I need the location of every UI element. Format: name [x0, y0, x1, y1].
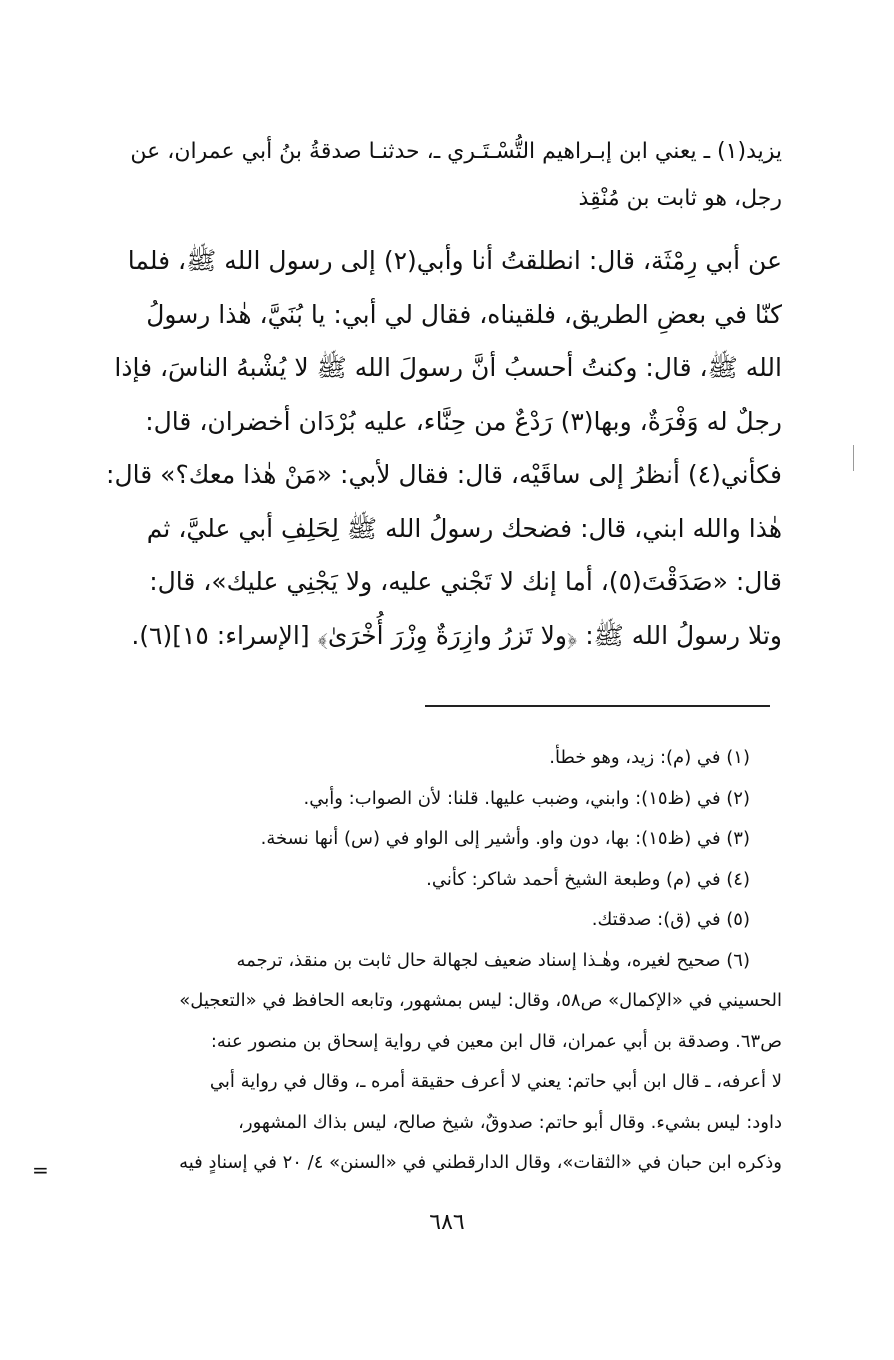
text-line: يزيد(١) ـ يعني ابن إبـراهيم التُّسْـتَـري ـ، حدثنـا صدقةُ بنُ أبي عمران، عن [130, 139, 782, 164]
footnote-3: (٣) في (ظ١٥): بها، دون واو. وأشير إلى الواو في (س) أنها نسخة. [260, 828, 750, 849]
text-line: عن أبي رِمْثَة، قال: انطلقتُ أنا وأبي(٢) إلى رسول الله ﷺ، فلما [127, 246, 782, 275]
footnotes-section [70, 738, 782, 1184]
footnote-6-line: وذكره ابن حبان في «الثقات»، وقال الدارقطني في «السنن» ٤/ ٢٠ في إسنادٍ فيه [179, 1152, 782, 1173]
text-line: رجل، هو ثابت بن مُنْقِذ [578, 186, 782, 211]
text-line: الله ﷺ، قال: وكنتُ أحسبُ أنَّ رسولَ الله ﷺ لا يُشْبهُ الناسَ، فإذا [114, 353, 782, 382]
text-line: قال: «صَدَقْتَ(٥)، أما إنك لا تَجْني عليه، ولا يَجْنِي عليك»، قال: [149, 567, 782, 596]
text-line: وتلا رسولُ الله ﷺ: ﴿ولا تَزرُ وازِرَةٌ وِزْرَ أُخْرَىٰ﴾ [الإسراء: ١٥](٦). [131, 620, 782, 650]
footnote-6: (٦) صحيح لغيره، وهٰـذا إسناد ضعيف لجهالة حال ثابت بن منقذ، ترجمه [236, 949, 750, 971]
margin-mark [853, 445, 854, 471]
continuation-mark: = [32, 1158, 49, 1182]
page-number: ٦٨٦ [429, 1210, 465, 1235]
footnote-5: (٥) في (ق): صدقتك. [591, 909, 750, 930]
footnote-6-line: لا أعرفه، ـ قال ابن أبي حاتم: يعني لا أعرف حقيقة أمره ـ، وقال في رواية أبي [209, 1071, 782, 1092]
footnote-4: (٤) في (م) وطبعة الشيخ أحمد شاكر: كأني. [426, 868, 750, 890]
text-line: رجلٌ له وَفْرَةٌ، وبها(٣) رَدْعٌ من حِنَّاء، عليه بُرْدَان أخضران، قال: [145, 406, 782, 436]
hadith-paragraph [70, 234, 782, 662]
footnote-6-line: ص٦٣. وصدقة بن أبي عمران، قال ابن معين في رواية إسحاق بن منصور عنه: [210, 1030, 782, 1052]
footnote-2: (٢) في (ظ١٥): وابني، وضبب عليها. قلنا: لأن الصواب: وأبي. [303, 787, 750, 809]
footnote-1: (١) في (م): زيد، وهو خطأ. [549, 747, 750, 768]
footnote-6-line: داود: ليس بشيء. وقال أبو حاتم: صدوقٌ، شيخ صالح، ليس بذاك المشهور، [238, 1111, 782, 1133]
footnote-6-line: الحسيني في «الإكمال» ص٥٨، وقال: ليس بمشهور، وتابعه الحافظ في «التعجيل» [179, 990, 782, 1011]
text-line: هٰذا والله ابني، قال: فضحك رسولُ الله ﷺ لِحَلِفِ أبي عليَّ، ثم [146, 513, 782, 543]
footnote-divider [425, 705, 770, 707]
text-line: كنّا في بعضِ الطريق، فلقيناه، فقال لي أبي: يا بُنَيَّ، هٰذا رسولُ [146, 299, 782, 329]
text-line: فكأني(٤) أنظرُ إلى ساقَيْه، قال: فقال لأبي: «مَنْ هٰذا معك؟» قال: [106, 460, 782, 489]
isnad-paragraph [70, 128, 782, 222]
